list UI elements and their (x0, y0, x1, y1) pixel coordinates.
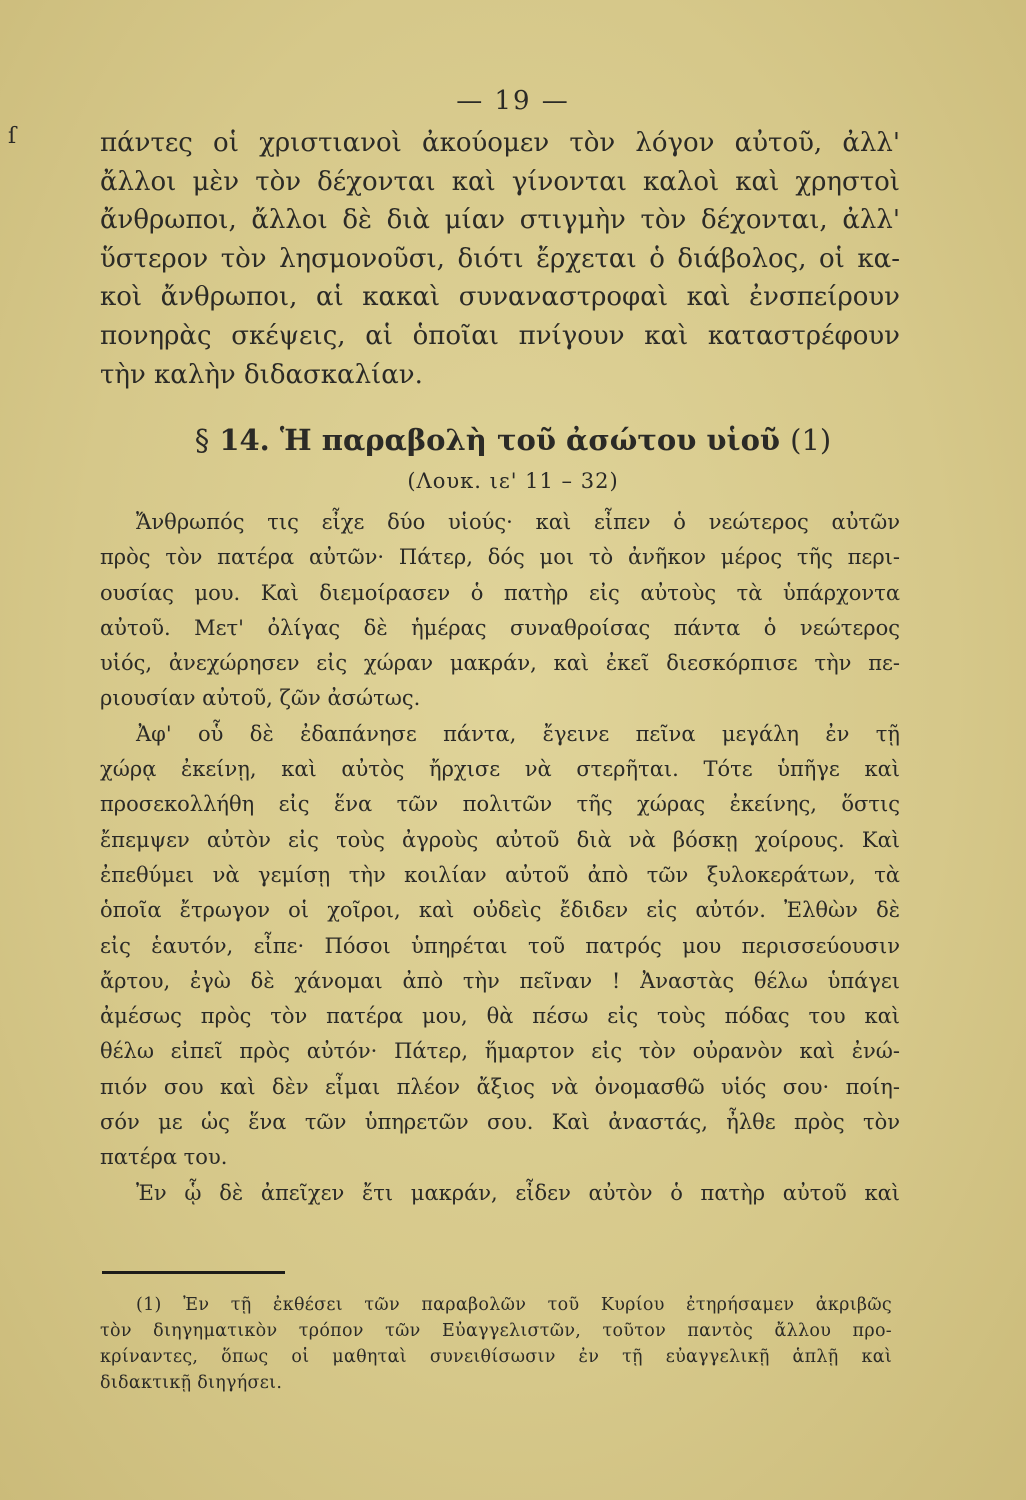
text-line: κρίναντες, ὅπως οἱ μαθηταὶ συνειθίσωσιν ἐν τῇ εὐαγγελικῇ ἁπλῇ καὶ (100, 1347, 892, 1367)
text-line: πρὸς τὸν πατέρα αὐτῶν· Πάτερ, δός μοι τὸ ἀνῆκον μέρος τῆς περι- (100, 545, 900, 570)
footnote (100, 1292, 892, 1396)
text-line: τὸν διηγηματικὸν τρόπον τῶν Εὐαγγελιστῶν, τοῦτον παντὸς ἄλλου προ- (100, 1321, 892, 1341)
text-line: ἀμέσως πρὸς τὸν πατέρα μου, θὰ πέσω εἰς τοὺς πόδας του καὶ (100, 1004, 900, 1029)
text-line: ὕστερον τὸν λησμονοῦσι, διότι ἔρχεται ὁ διάβολος, οἱ κα- (100, 243, 900, 274)
text-line: πονηρὰς σκέψεις, αἱ ὁποῖαι πνίγουν καὶ καταστρέφουν (100, 320, 900, 351)
text-line: ριουσίαν αὐτοῦ, ζῶν ἀσώτως. (100, 686, 421, 711)
text-line: ἄνθρωποι, ἄλλοι δὲ διὰ μίαν στιγμὴν τὸν δέχονται, ἀλλ' (100, 205, 900, 236)
text-line: διδακτικῇ διηγήσει. (100, 1373, 283, 1393)
page-number: — 19 — (456, 86, 570, 116)
footnote-reference: (1) (790, 423, 832, 457)
text-line: χώρᾳ ἐκείνῃ, καὶ αὐτὸς ἤρχισε νὰ στερῆται. Τότε ὑπῆγε καὶ (100, 757, 900, 782)
margin-mark: ſ (8, 124, 17, 149)
text-line: σόν με ὡς ἕνα τῶν ὑπηρετῶν σου. Καὶ ἀναστάς, ἦλθε πρὸς τὸν (100, 1110, 900, 1135)
section-symbol: § (194, 423, 210, 457)
parable-text (100, 505, 900, 1211)
text-line: υἱός, ἀνεχώρησεν εἰς χώραν μακράν, καὶ ἐκεῖ διεσκόρπισε τὴν πε- (100, 651, 900, 676)
text-line: προσεκολλήθη εἰς ἕνα τῶν πολιτῶν τῆς χώρας ἐκείνης, ὅστις (100, 792, 900, 817)
text-line: Ἐν ᾧ δὲ ἀπεῖχεν ἔτι μακράν, εἶδεν αὐτὸν ὁ πατὴρ αὐτοῦ καὶ (136, 1180, 900, 1205)
section-heading (0, 420, 1026, 460)
text-line: θέλω εἰπεῖ πρὸς αὐτόν· Πάτερ, ἥμαρτον εἰς τὸν οὐρανὸν καὶ ἐνώ- (100, 1039, 900, 1064)
text-line: ἔπεμψεν αὐτὸν εἰς τοὺς ἀγροὺς αὐτοῦ διὰ νὰ βόσκῃ χοίρους. Καὶ (100, 827, 900, 852)
scripture-reference: (Λουκ. ιε' 11 – 32) (407, 469, 619, 493)
text-line: τὴν καλὴν διδασκαλίαν. (100, 359, 423, 390)
text-line: πατέρα του. (100, 1145, 228, 1170)
text-line: αὐτοῦ. Μετ' ὀλίγας δὲ ἡμέρας συναθροίσας πάντα ὁ νεώτερος (100, 615, 900, 640)
text-line: ἄρτου, ἐγὼ δὲ χάνομαι ἀπὸ τὴν πεῖναν ! Ἀναστὰς θέλω ὑπάγει (100, 968, 900, 993)
text-line: Ἄνθρωπός τις εἶχε δύο υἱούς· καὶ εἶπεν ὁ νεώτερος αὐτῶν (136, 510, 900, 534)
text-line: πάντες οἱ χριστιανοὶ ἀκούομεν τὸν λόγον αὐτοῦ, ἀλλ' (100, 128, 900, 158)
section-title: Ἡ παραβολὴ τοῦ ἀσώτου υἱοῦ (279, 423, 781, 457)
text-line: ἄλλοι μὲν τὸν δέχονται καὶ γίνονται καλοὶ καὶ χρηστοὶ (100, 166, 900, 197)
text-line: ὁποῖα ἔτρωγον οἱ χοῖροι, καὶ οὐδεὶς ἔδιδεν εἰς αὐτόν. Ἐλθὼν δὲ (100, 898, 900, 923)
text-line: (1) Ἐν τῇ ἐκθέσει τῶν παραβολῶν τοῦ Κυρίου ἐτηρήσαμεν ἀκριβῶς (136, 1295, 892, 1315)
text-line: ουσίας μου. Καὶ διεμοίρασεν ὁ πατὴρ εἰς αὐτοὺς τὰ ὑπάρχοντα (100, 580, 900, 605)
footnote-divider (102, 1271, 285, 1274)
text-line: πιόν σου καὶ δὲν εἶμαι πλέον ἄξιος νὰ ὀνομασθῶ υἱός σου· ποίη- (100, 1074, 900, 1099)
text-line: εἰς ἑαυτόν, εἶπε· Πόσοι ὑπηρέται τοῦ πατρός μου περισσεύουσιν (100, 933, 900, 958)
text-line: ἐπεθύμει νὰ γεμίσῃ τὴν κοιλίαν αὐτοῦ ἀπὸ τῶν ξυλοκεράτων, τὰ (100, 862, 900, 887)
section-number: 14. (219, 423, 270, 457)
text-line: κοὶ ἄνθρωποι, αἱ κακαὶ συναναστροφαὶ καὶ ἐνσπείρουν (100, 282, 900, 313)
continued-paragraph (100, 124, 900, 394)
text-line: Ἀφ' οὗ δὲ ἐδαπάνησε πάντα, ἔγεινε πεῖνα μεγάλη ἐν τῇ (136, 721, 900, 746)
